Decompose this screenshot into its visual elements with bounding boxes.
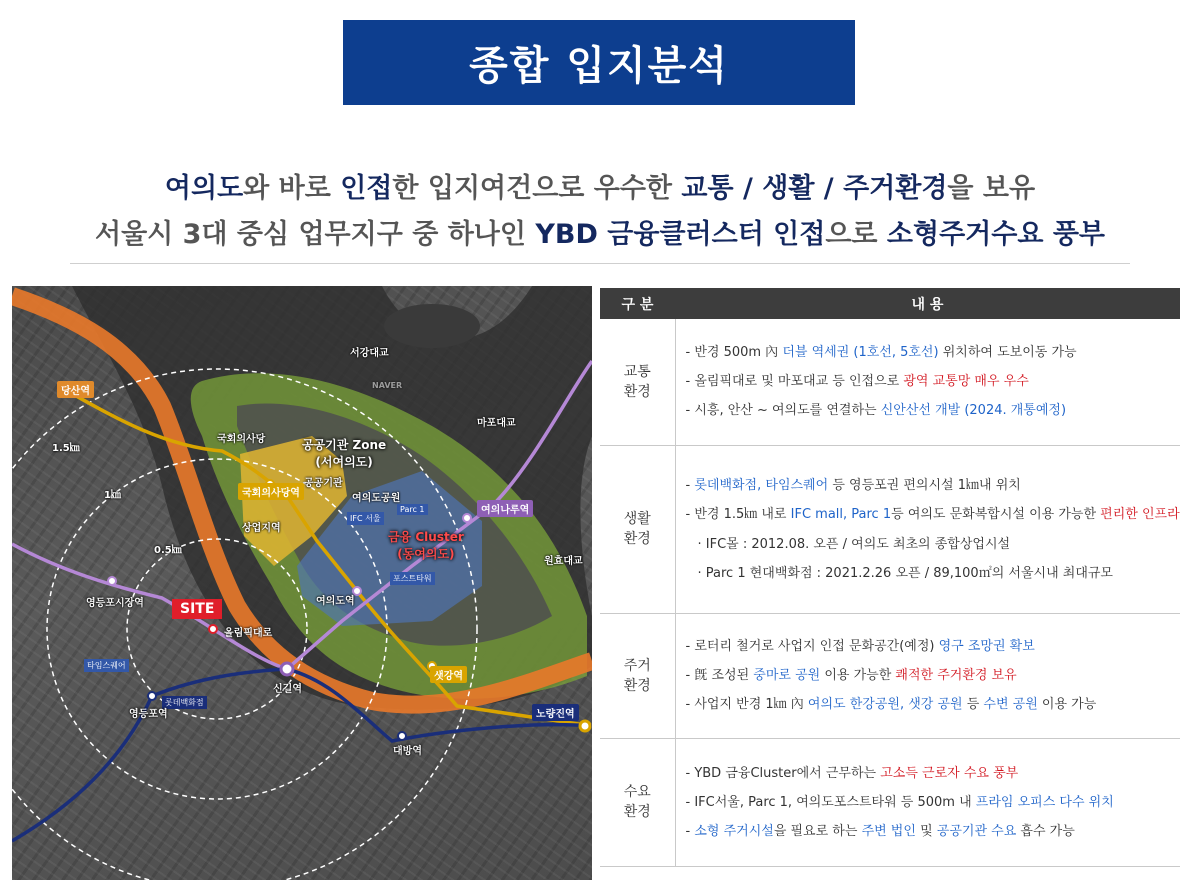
content-text: - [685, 477, 695, 493]
times-square-tag: 타임스퀘어 [84, 659, 129, 672]
divider [70, 263, 1130, 264]
headline-segment: 소형주거수요 풍부 [886, 219, 1105, 250]
post-tower-tag: 포스트타워 [390, 572, 435, 585]
station-yeouido: 여의도역 [316, 596, 355, 607]
map-overlay [12, 286, 592, 880]
ring-1-5km-label: 1.5㎞ [52, 443, 80, 454]
row-category-text: 환경 [623, 804, 651, 820]
highlight-text: 롯데백화점, 타임스퀘어 [694, 477, 829, 493]
naver-watermark: NAVER [372, 381, 403, 390]
highlight-text: 편리한 인프라 [1100, 506, 1180, 522]
lotte-dept-tag: 롯데백화점 [162, 696, 207, 709]
bridge-label-seogang: 서강대교 [350, 348, 389, 359]
headline-line-2 [0, 212, 1200, 251]
headline-segment: 한 입지여건으로 우수한 [392, 173, 682, 204]
content-text: · Parc 1 현대백화점 : 2021.2.26 오픈 / 89,100㎡의 서울시내 최대규모 [697, 565, 1113, 581]
content-line [686, 338, 1181, 367]
headline-segment: 여의도 [164, 173, 244, 204]
headline-segment: 와 바로 [243, 173, 341, 204]
yeouido-park-label: 여의도공원 [352, 493, 401, 504]
row-category-text: 환경 [623, 677, 651, 694]
public-zone-title: 공공기관 Zone (서여의도) [302, 438, 387, 469]
location-map [12, 286, 592, 880]
table-row [600, 738, 1180, 866]
content-line [686, 788, 1181, 817]
station-dangsan: 당산역 [57, 381, 94, 398]
content-text: · IFC몰 : 2012.08. 오픈 / 여의도 최초의 종합상업시설 [697, 536, 1011, 552]
highlight-text: IFC mall, Parc 1 [790, 506, 892, 522]
content-line [686, 367, 1181, 396]
row-category-text: 주거 [623, 657, 651, 674]
ring-0-5km-label: 0.5㎞ [154, 545, 182, 556]
station-national-assembly: 국회의사당역 [238, 483, 304, 500]
highlight-text: 쾌적한 주거환경 보유 [895, 668, 1017, 683]
content-text: - IFC서울, Parc 1, 여의도포스트타워 등 500m 내 [685, 794, 976, 810]
headline-segment: YBD 금융클러스터 인접 [535, 219, 826, 250]
content-text: 이용 가능 [1037, 697, 1097, 712]
page-title: 종합 입지분석 [343, 20, 855, 105]
content-text: - 로터리 철거로 사업지 인접 문화공간(예정) [685, 639, 939, 654]
row-category-text: 환경 [623, 383, 651, 400]
content-line [686, 396, 1181, 425]
content-text: - 시흥, 안산 ~ 여의도를 연결하는 [685, 403, 881, 419]
row-content [675, 613, 1180, 738]
content-line [686, 632, 1181, 661]
highlight-text: 주변 법인 [861, 823, 916, 839]
bridge-label-mapo: 마포대교 [477, 418, 516, 429]
highlight-text: 공공기관 수요 [936, 823, 1017, 839]
highlight-text: 더블 역세권 (1호선, 5호선) [782, 345, 939, 361]
content-line [686, 471, 1181, 500]
content-text: - YBD 금융Cluster에서 근무하는 [685, 765, 881, 781]
highlight-text: 수변 공원 [983, 697, 1038, 712]
row-category-text: 생활 [623, 511, 651, 527]
content-text: - [685, 823, 695, 839]
content-text: 을 필요로 하는 [773, 823, 862, 839]
row-category-text: 교통 [623, 363, 651, 380]
highlight-text: 중마로 공원 [753, 668, 821, 683]
content-text: 등 [962, 697, 984, 712]
site-marker-label: SITE [172, 599, 222, 619]
content-line [686, 500, 1181, 530]
parc1-tag: Parc 1 [397, 504, 428, 515]
headline-segment: 으로 [825, 219, 887, 250]
highlight-text: 여의도 한강공원, 샛강 공원 [807, 697, 963, 712]
content-text: 흡수 가능 [1016, 823, 1075, 839]
row-category [600, 613, 675, 738]
content-text: 위치하여 도보이동 가능 [938, 345, 1077, 361]
content-line [686, 690, 1181, 719]
content-text: - 旣 조성된 [685, 668, 754, 683]
content-text: - 반경 1.5㎞ 내로 [685, 506, 791, 522]
row-category-text: 환경 [623, 531, 651, 547]
commercial-area-label: 상업지역 [242, 523, 281, 534]
content-text: - 올림픽대로 및 마포대교 등 인접으로 [685, 374, 904, 390]
table-header-category: 구 분 [600, 288, 675, 319]
content-line [686, 530, 1181, 559]
station-daebang: 대방역 [393, 746, 422, 757]
table-row [600, 319, 1180, 445]
content-text: 이용 가능한 [820, 668, 896, 683]
row-category [600, 738, 675, 866]
row-category [600, 445, 675, 613]
finance-cluster-title: 금융 Cluster (동여의도) [388, 530, 464, 561]
bamseom-island [384, 304, 480, 348]
station-singil: 신길역 [273, 684, 302, 695]
station-saetgang: 샛강역 [430, 666, 467, 683]
highlight-text: 신안산선 개발 (2024. 개통예정) [880, 403, 1067, 419]
station-yeouinaru: 여의나루역 [477, 500, 533, 517]
content-text: 및 [915, 823, 937, 839]
table-header-content: 내 용 [675, 288, 1180, 319]
table-row [600, 445, 1180, 613]
content-line [686, 817, 1181, 846]
highlight-text: 소형 주거시설 [694, 823, 774, 839]
table-row [600, 613, 1180, 738]
site-marker [209, 625, 217, 633]
content-text: - 반경 500m 內 [685, 345, 783, 361]
public-agency-label: 공공기관 [304, 478, 343, 489]
headline-segment: 인접 [340, 173, 393, 204]
ring-1km-label: 1㎞ [104, 490, 121, 501]
content-text: 등 영등포권 편의시설 1㎞내 위치 [828, 477, 1021, 493]
headline-segment: 서울시 3대 중심 업무지구 중 하나인 [95, 219, 536, 250]
content-text: 등 여의도 문화복합시설 이용 가능한 [891, 506, 1101, 522]
headline-line-1 [0, 166, 1200, 205]
row-content [675, 738, 1180, 866]
olympic-road-label: 올림픽대로 [224, 628, 273, 639]
station-noryangjin: 노량진역 [532, 704, 579, 721]
row-content [675, 445, 1180, 613]
ifc-tag: IFC 서울 [347, 512, 384, 525]
highlight-text: 프라임 오피스 다수 위치 [975, 794, 1114, 810]
highlight-text: 고소득 근로자 수요 풍부 [880, 765, 1019, 781]
highlight-text: 광역 교통망 매우 우수 [903, 374, 1029, 390]
national-assembly-label: 국회의사당 [217, 434, 266, 445]
row-category [600, 319, 675, 445]
content-text: - 사업지 반경 1㎞ 內 [685, 697, 808, 712]
headline-segment: 을 보유 [947, 173, 1036, 204]
analysis-table [600, 288, 1180, 867]
content-line [686, 759, 1181, 788]
row-category-text: 수요 [623, 784, 651, 800]
station-yeongdeungpo: 영등포역 [129, 709, 168, 720]
station-yeongdeungpo-market: 영등포시장역 [86, 598, 144, 609]
row-content [675, 319, 1180, 445]
content-line [686, 559, 1181, 588]
headline-segment: 교통 / 생활 / 주거환경 [681, 173, 948, 204]
bridge-label-wonhyo: 원효대교 [544, 556, 583, 567]
content-line [686, 661, 1181, 690]
highlight-text: 영구 조망권 확보 [938, 639, 1035, 654]
